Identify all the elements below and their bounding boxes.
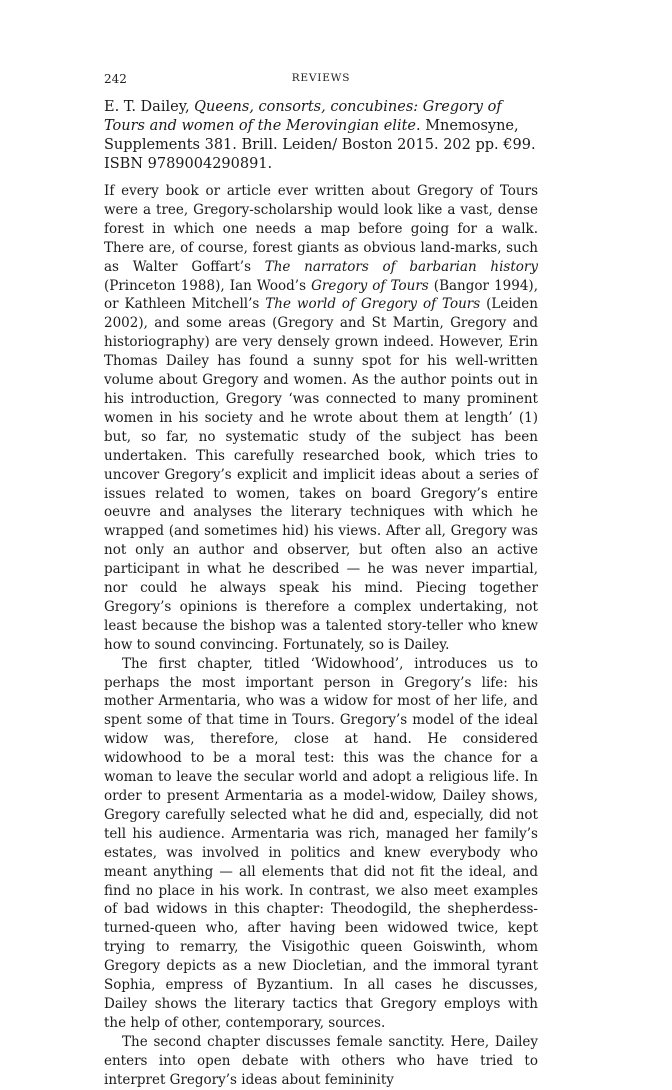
- paragraph-1: [104, 182, 538, 655]
- review-citation: [104, 98, 538, 174]
- book-title-gregory: Gregory of Tours: [311, 277, 429, 294]
- paragraph-1-text-c: (Bangor 1994), or Kathleen Mitchell’s: [104, 277, 538, 313]
- page-number: 242: [104, 72, 127, 86]
- paragraph-1-text-a: If every book or article ever written about Gregory of Tours were a tree, Gregory-scholarship would look like a vast, dense forest in which one needs a map before going for a walk. There are, of course, forest giants as obvious land-marks, such as Walter Goffart’s: [104, 183, 538, 275]
- paragraph-1-text-d: (Leiden 2002), and some areas (Gregory and St Martin, Gregory and historiography) are very densely grown indeed. However, Erin Thomas Dailey has found a sunny spot for his well-written volume about Gregory and women. As the author points out in his introduction, Gregory ‘was connected to many prominent women in his society and he wrote about them at length’ (1) but, so far, no systematic study of the subject has been undertaken. This carefully researched book, which tries to uncover Gregory’s explicit and implicit ideas about a series of issues related to women, takes on board Gregory’s entire oeuvre and analyses the literary techniques with which he wrapped (and sometimes hid) his views. After all, Gregory was not only an author and observer, but often also an active participant in what he described — he was never impartial, nor could he always speak his mind. Piecing together Gregory’s opinions is therefore a complex undertaking, not least because the bishop was a talented story-teller who knew how to sound convincing. Fortunately, so is Dailey.: [104, 296, 538, 653]
- citation-author: E. T. Dailey,: [104, 99, 195, 115]
- book-title-world: The world of Gregory of Tours: [265, 296, 481, 313]
- paragraph-3: The second chapter discusses female sanctity. Here, Dailey enters into open debate with others who have tried to interpret Gregory’s ideas about femininity: [104, 1033, 538, 1088]
- citation-title: Queens, consorts, concubines: Gregory of Tours and women of the Merovingian elite: [104, 99, 502, 134]
- book-title-narrators: The narrators of barbarian history: [264, 258, 538, 275]
- running-head: [104, 72, 538, 90]
- section-title: REVIEWS: [291, 72, 351, 84]
- paragraph-1-text-b: (Princeton 1988), Ian Wood’s: [104, 277, 312, 294]
- paragraph-2: The first chapter, titled ‘Widowhood’, introduces us to perhaps the most important person in Gregory’s life: his mother Armentaria, who was a widow for most of her life, and spent some of that time in Tours. Gregory’s model of the ideal widow was, therefore, close at hand. He considered widowhood to be a moral test: this was the chance for a woman to leave the secular world and adopt a religious life. In order to present Armentaria as a model-widow, Dailey shows, Gregory carefully selected what he did and, especially, did not tell his audience. Armentaria was rich, managed her family’s estates, was involved in politics and knew everybody who meant anything — all elements that did not fit the ideal, and find no place in his work. In contrast, we also meet examples of bad widows in this chapter: Theodogild, the shepherdess-turned-queen who, after having been widowed twice, kept trying to remarry, the Visigothic queen Goiswinth, whom Gregory depicts as a new Diocletian, and the immoral tyrant Sophia, empress of Byzantium. In all cases he discusses, Dailey shows the literary tactics that Gregory employs with the help of other, contemporary, sources.: [104, 655, 538, 1031]
- review-body: [104, 182, 538, 1090]
- citation-details: . Mnemosyne, Supplements 381. Brill. Leiden/ Boston 2015. 202 pp. €99. ISBN 9789004290891.: [104, 118, 536, 172]
